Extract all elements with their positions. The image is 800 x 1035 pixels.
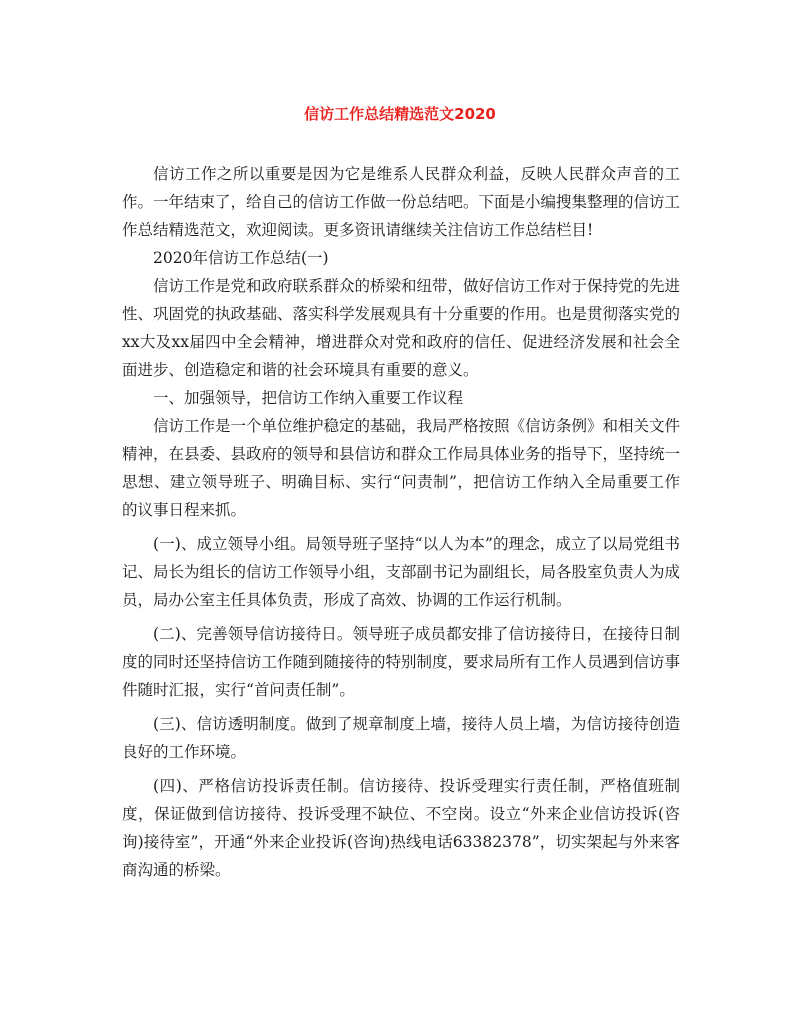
list-item-leadership-group: (一)、成立领导小组。局领导班子坚持“以人为本”的理念，成立了以局党组书记、局长为组长的信访工作领导小组，支部副书记为副组长，局各股室负责人为成员，局办公室主任具体负责，形成了高效、协调的工作运行机制。 (122, 535, 681, 609)
section-heading-summary-one: 2020年信访工作总结(一) (153, 249, 329, 267)
intro-paragraph: 信访工作之所以重要是因为它是维系人民群众利益，反映人民群众声音的工作。一年结束了，给自己的信访工作做一份总结吧。下面是小编搜集整理的信访工作总结精选范文，欢迎阅读。更多资讯请继续关注信访工作总结栏目! (122, 165, 681, 239)
document-title: 信访工作总结精选范文2020 (304, 105, 496, 123)
body-paragraph: 信访工作是党和政府联系群众的桥梁和纽带，做好信访工作对于保持党的先进性、巩固党的执政基础、落实科学发展观具有十分重要的作用。也是贯彻落实党的xx大及xx届四中全会精神，增进群众对党和政府的信任、促进经济发展和社会全面进步、创造稳定和谐的社会环境具有重要的意义。 (122, 277, 681, 379)
list-item-transparency: (三)、信访透明制度。做到了规章制度上墙，接待人员上墙，为信访接待创造良好的工作环境。 (122, 715, 680, 761)
document-body (122, 160, 680, 884)
section-heading-strengthen-leadership: 一、加强领导，把信访工作纳入重要工作议程 (153, 389, 464, 407)
list-item-reception-day: (二)、完善领导信访接待日。领导班子成员都安排了信访接待日，在接待日制度的同时还坚持信访工作随到随接待的特别制度，要求局所有工作人员遇到信访事件随时汇报，实行“首问责任制”。 (122, 625, 681, 699)
body-paragraph: 信访工作是一个单位维护稳定的基础，我局严格按照《信访条例》和相关文件精神，在县委、县政府的领导和县信访和群众工作局具体业务的指导下，坚持统一思想、建立领导班子、明确目标、实行“问责制”，把信访工作纳入全局重要工作的议事日程来抓。 (122, 417, 681, 519)
list-item-complaint-responsibility: (四)、严格信访投诉责任制。信访接待、投诉受理实行责任制，严格值班制度，保证做到信访接待、投诉受理不缺位、不空岗。设立“外来企业信访投诉(咨询)接待室”，开通“外来企业投诉(咨询)热线电话63382378”，切实架起与外来客商沟通的桥梁。 (122, 777, 680, 879)
